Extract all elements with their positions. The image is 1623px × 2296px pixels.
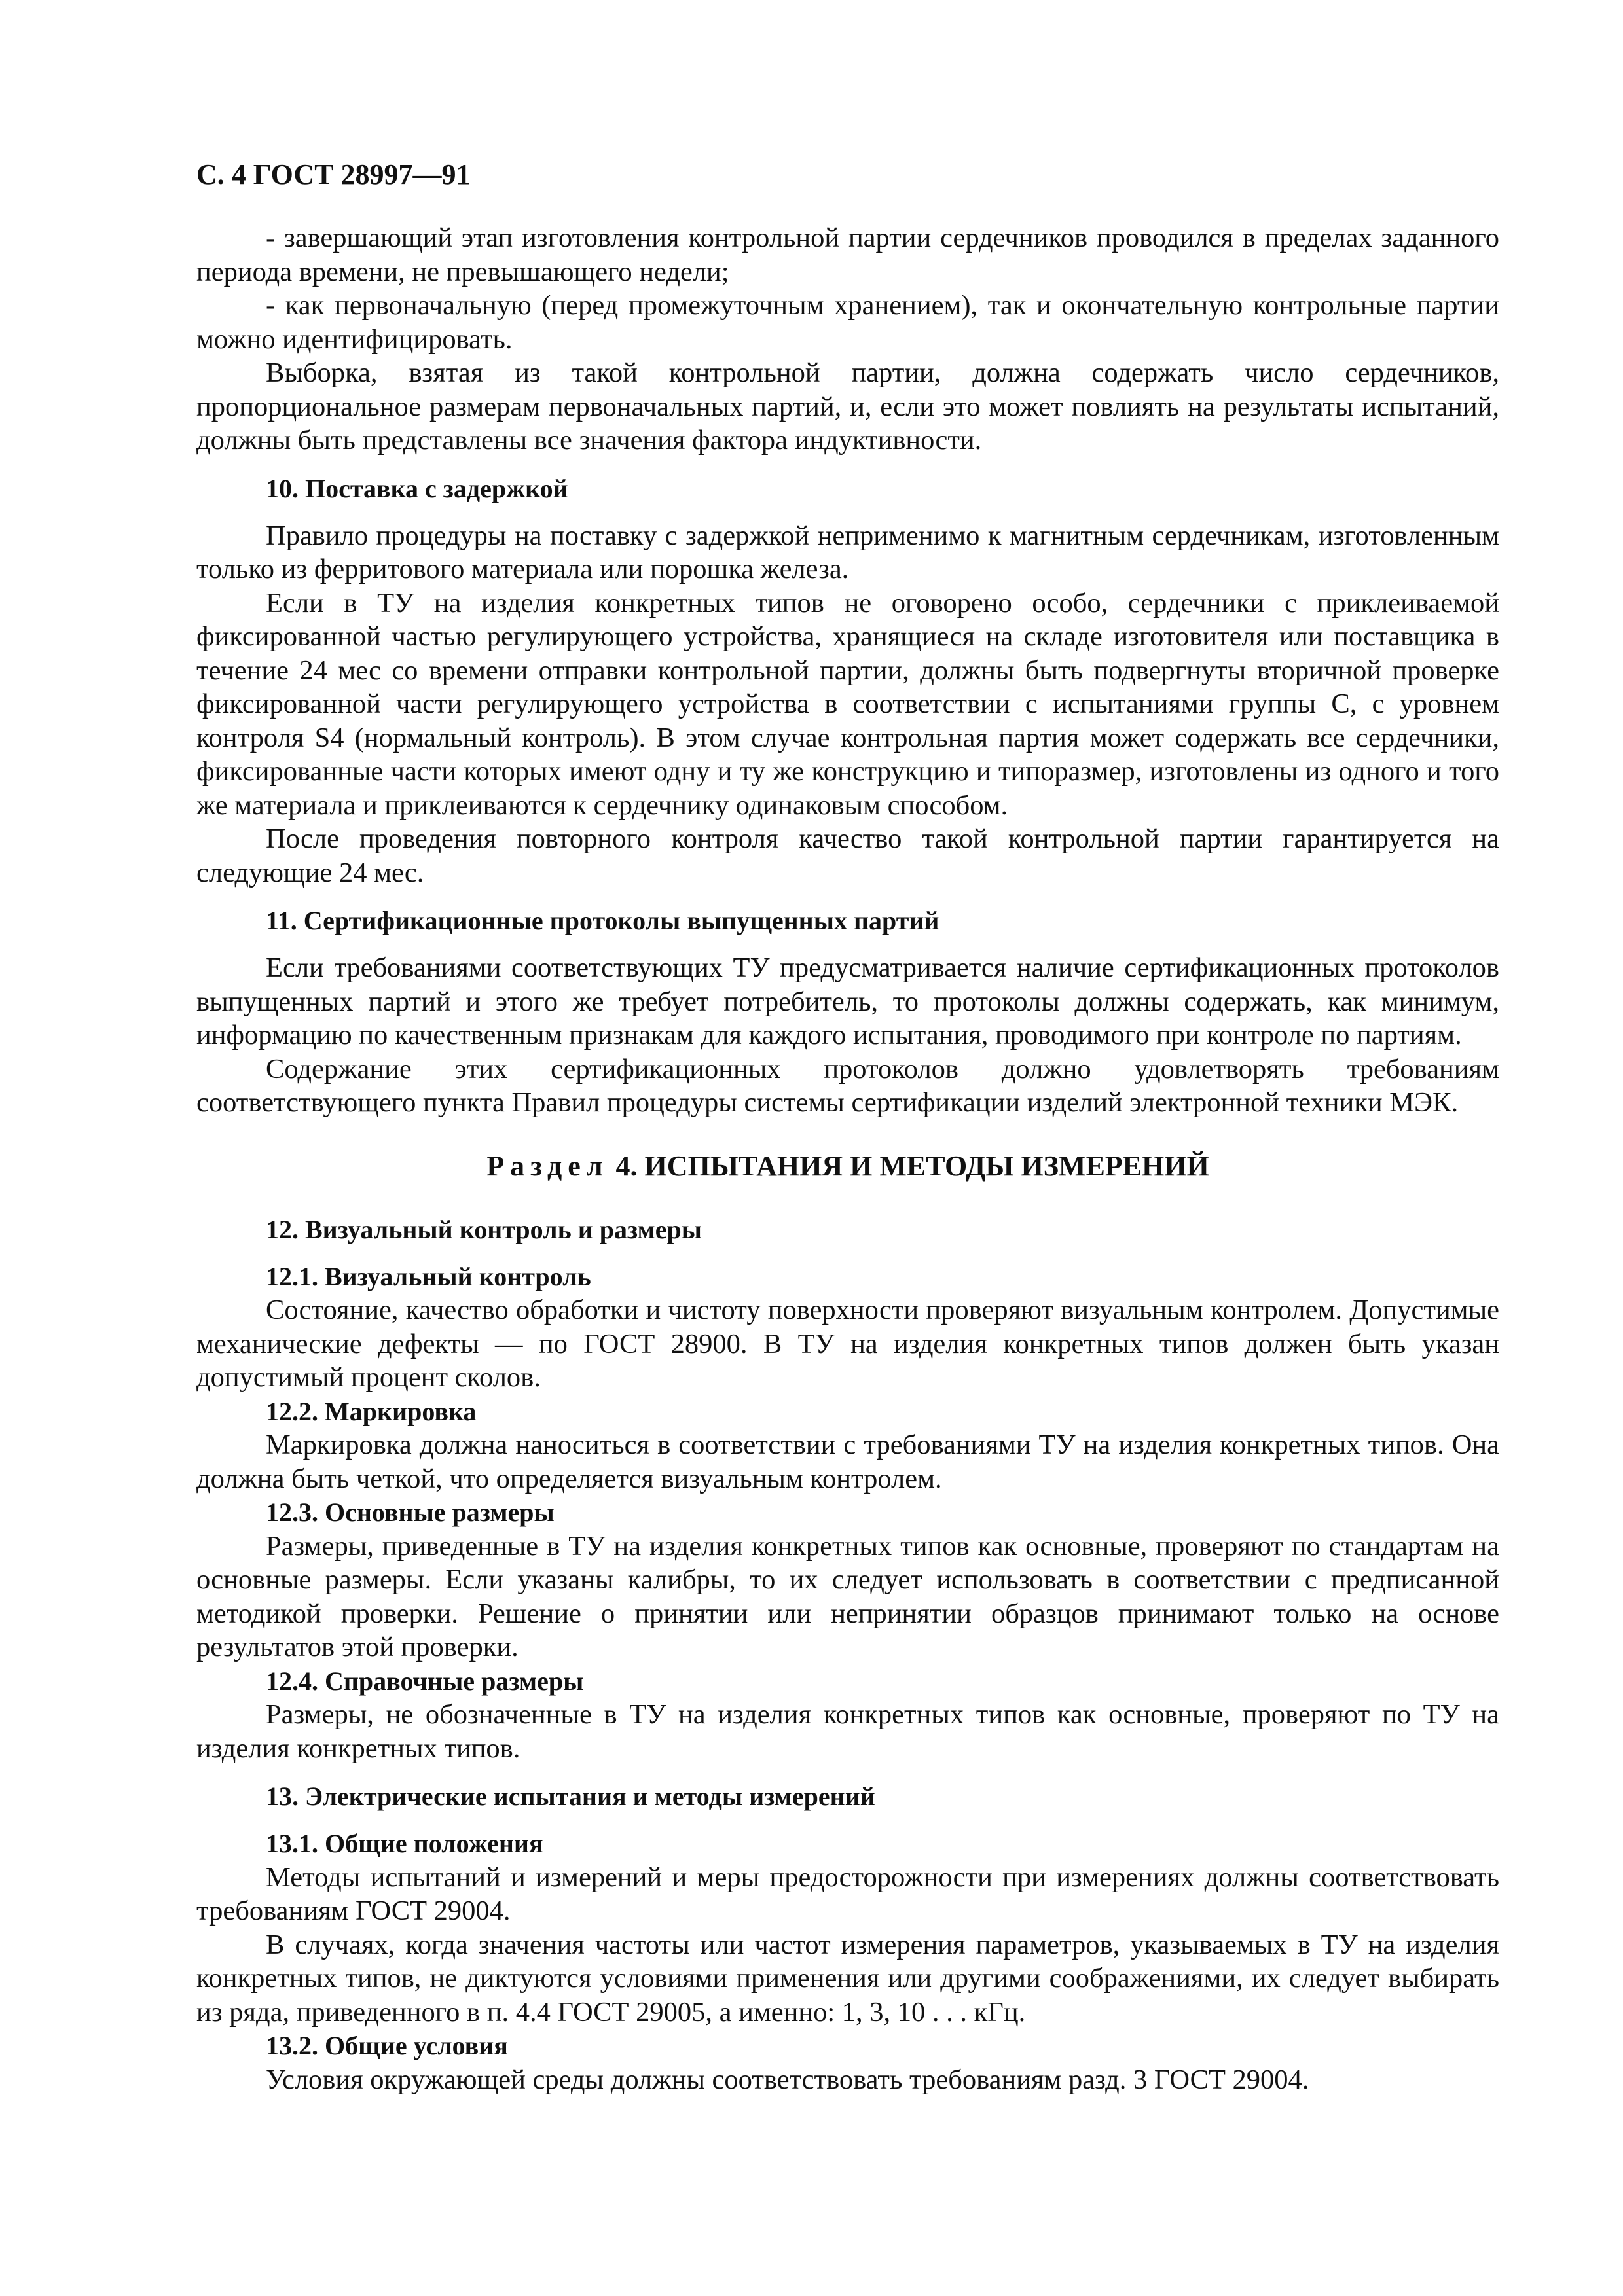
section-4-title: 4. ИСПЫТАНИЯ И МЕТОДЫ ИЗМЕРЕНИЙ [608, 1149, 1209, 1182]
item-10-paragraph-2: Если в ТУ на изделия конкретных типов не оговорено особо, сердечники с приклеиваемой фиксированной частью регулирующего устройства, хранящиеся на складе изготовителя или поставщика в течение 24 мес со времени отправки контрольной партии, должны быть подвергнуты вторичной проверке фиксированной части регулирующего устройства в соответствии с испытаниями группы С, с уровнем контроля S4 (нормальный контроль). В этом случае контрольная партия может содержать все сердечники, фиксированные части которых имеют одну и ту же конструкцию и типоразмер, изготовлены из одного и того же материала и приклеиваются к сердечнику одинаковым способом. [196, 587, 1499, 821]
item-13-2-heading: 13.2. Общие условия [266, 2031, 508, 2060]
item-10-paragraph-1: Правило процедуры на поставку с задержкой неприменимо к магнитным сердечникам, изготовленным только из ферритового материала или порошка железа. [196, 520, 1499, 584]
intro-paragraph-3: Выборка, взятая из такой контрольной партии, должна содержать число сердечников, пропорциональное размерам первоначальных партий, и, если это может повлиять на результаты испытаний, должны быть представлены все значения фактора индуктивности. [196, 357, 1499, 456]
item-13-1-heading: 13.1. Общие положения [266, 1829, 543, 1858]
item-12-4-paragraph: Размеры, не обозначенные в ТУ на изделия конкретных типов как основные, проверяют по ТУ на изделия конкретных типов. [196, 1699, 1499, 1764]
section-4-heading [196, 1147, 1499, 1185]
item-11-paragraph-1: Если требованиями соответствующих ТУ предусматривается наличие сертификационных протоколов выпущенных партий и этого же требует потребитель, то протоколы должны содержать, как минимум, информацию по качественным признакам для каждого испытания, проводимого при контроле по партиям. [196, 952, 1499, 1050]
item-10-paragraph-3: После проведения повторного контроля качество такой контрольной партии гарантируется на следующие 24 мес. [196, 823, 1499, 888]
item-13-2-paragraph: Условия окружающей среды должны соответствовать требованиям разд. 3 ГОСТ 29004. [266, 2064, 1309, 2095]
item-12-1-paragraph: Состояние, качество обработки и чистоту поверхности проверяют визуальным контролем. Допустимые механические дефекты — по ГОСТ 28900. В ТУ на изделия конкретных типов должен быть указан допустимый процент сколов. [196, 1295, 1499, 1393]
item-12-2-paragraph: Маркировка должна наноситься в соответствии с требованиями ТУ на изделия конкретных типов. Она должна быть четкой, что определяется визуальным контролем. [196, 1429, 1499, 1494]
intro-paragraph-1: - завершающий этап изготовления контрольной партии сердечников проводился в пределах заданного периода времени, не превышающего недели; [196, 223, 1499, 287]
item-13-1-paragraph-1: Методы испытаний и измерений и меры предосторожности при измерениях должны соответствовать требованиям ГОСТ 29004. [196, 1861, 1499, 1926]
item-12-4-heading: 12.4. Справочные размеры [266, 1666, 584, 1696]
item-12-heading: 12. Визуальный контроль и размеры [266, 1214, 702, 1244]
running-head: С. 4 ГОСТ 28997—91 [196, 158, 471, 190]
item-13-heading: 13. Электрические испытания и методы измерений [266, 1782, 875, 1811]
item-11-paragraph-2: Содержание этих сертификационных протоколов должно удовлетворять требованиям соответствующего пункта Правил процедуры системы сертификации изделий электронной техники МЭК. [196, 1053, 1499, 1118]
document-page [196, 156, 1499, 2096]
item-12-3-heading: 12.3. Основные размеры [266, 1498, 555, 1527]
item-12-3-paragraph: Размеры, приведенные в ТУ на изделия конкретных типов как основные, проверяют по стандартам на основные размеры. Если указаны калибры, то их следует использовать в соответствии с предписанной методикой проверки. Решение о принятии или непринятии образцов принимают только на основе результатов этой проверки. [196, 1530, 1499, 1662]
section-4-prefix: Раздел [486, 1149, 609, 1182]
item-10-heading: 10. Поставка с задержкой [266, 473, 568, 503]
item-12-1-heading: 12.1. Визуальный контроль [266, 1261, 591, 1291]
intro-paragraph-2: - как первоначальную (перед промежуточным хранением), так и окончательную контрольные партии можно идентифицировать. [196, 290, 1499, 355]
item-12-2-heading: 12.2. Маркировка [266, 1396, 477, 1426]
item-13-1-paragraph-2: В случаях, когда значения частоты или частот измерения параметров, указываемых в ТУ на изделия конкретных типов, не диктуются условиями применения или другими соображениями, их следует выбирать из ряда, приведенного в п. 4.4 ГОСТ 29005, а именно: 1, 3, 10 . . . кГц. [196, 1929, 1499, 2028]
item-11-heading: 11. Сертификационные протоколы выпущенных партий [266, 906, 939, 935]
